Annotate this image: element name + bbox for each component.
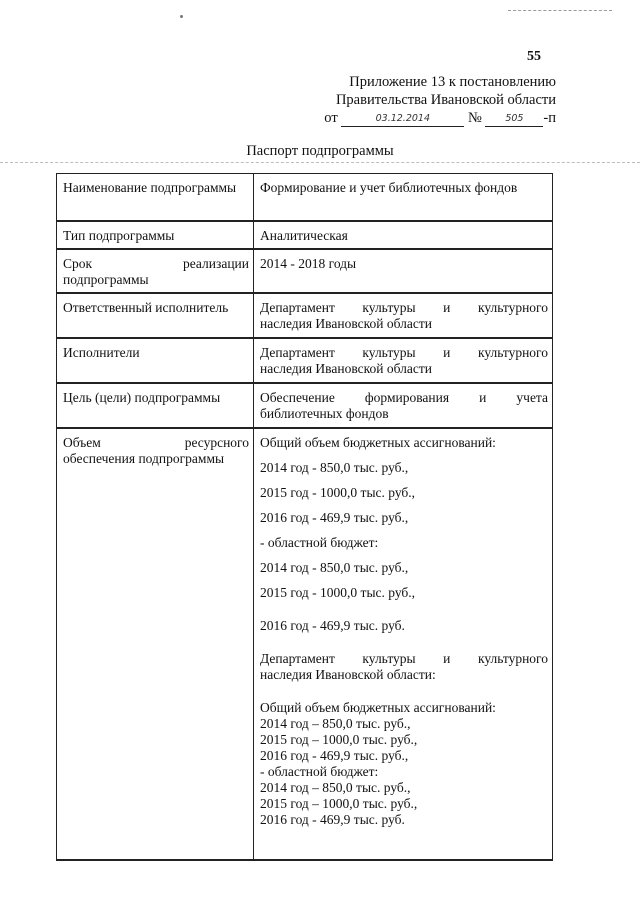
table-row [57, 293, 553, 338]
value-line: наследия Ивановской области [260, 360, 432, 376]
table-row [57, 428, 553, 860]
number-label: № [467, 110, 482, 126]
dept-line: 2014 год – 850,0 тыс. руб., [260, 779, 411, 795]
appendix-line-1: Приложение 13 к постановлению [349, 74, 556, 90]
funding-line: 2014 год - 850,0 тыс. руб., [260, 559, 409, 575]
scan-artifact-mid [0, 162, 640, 163]
table-row [57, 383, 553, 428]
subprogram-passport-table [56, 173, 553, 861]
funding-label-line: Объем ресурсного [63, 434, 249, 450]
table-row [57, 249, 553, 293]
number-suffix: -п [543, 110, 556, 126]
table-row [57, 338, 553, 383]
value-line: Департамент культуры и культурного [260, 344, 548, 360]
row-label: Тип подпрограммы [57, 221, 254, 249]
decree-number-handwritten: 505 [485, 112, 543, 127]
funding-line: 2016 год - 469,9 тыс. руб., [260, 509, 409, 525]
dept-line: 2015 год – 1000,0 тыс. руб., [260, 795, 418, 811]
department-line: Департамент культуры и культурного [260, 650, 548, 666]
row-label: Исполнители [57, 338, 254, 383]
row-value: Формирование и учет библиотечных фондов [254, 174, 553, 221]
appendix-header [256, 73, 556, 127]
value-line: Обеспечение формирования и учета [260, 389, 548, 405]
row-label: Срок реализации подпрограммы [57, 249, 254, 293]
scan-artifact-top [508, 10, 612, 11]
dept-line: 2016 год - 469,9 тыс. руб., [260, 747, 409, 763]
decree-date-handwritten: 03.12.2014 [341, 112, 464, 127]
from-label: от [324, 110, 338, 126]
row-value [254, 383, 553, 428]
dept-regional-label: - областной бюджет: [260, 763, 379, 779]
document-title: Паспорт подпрограммы [246, 143, 394, 159]
funding-label-line: обеспечения подпрограммы [63, 450, 225, 466]
row-value [254, 338, 553, 383]
row-value: Аналитическая [254, 221, 553, 249]
funding-regional-label: - областной бюджет: [260, 534, 379, 550]
dept-line: 2014 год – 850,0 тыс. руб., [260, 715, 411, 731]
dept-total-title: Общий объем бюджетных ассигнований: [260, 699, 496, 715]
funding-label [57, 428, 254, 860]
dept-line: 2015 год – 1000,0 тыс. руб., [260, 731, 418, 747]
funding-line: 2016 год - 469,9 тыс. руб. [260, 617, 405, 633]
funding-line: 2014 год - 850,0 тыс. руб., [260, 459, 409, 475]
row-value [254, 293, 553, 338]
row-label: Цель (цели) подпрограммы [57, 383, 254, 428]
dept-line: 2016 год - 469,9 тыс. руб. [260, 811, 405, 827]
department-line: наследия Ивановской области: [260, 666, 436, 682]
value-line: библиотечных фондов [260, 405, 389, 421]
funding-value [254, 428, 553, 860]
page-number: 55 [527, 49, 541, 64]
funding-line: 2015 год - 1000,0 тыс. руб., [260, 484, 416, 500]
decree-reference [256, 109, 556, 127]
funding-line: 2015 год - 1000,0 тыс. руб., [260, 584, 416, 600]
scan-speck [180, 15, 183, 18]
row-value: 2014 - 2018 годы [254, 249, 553, 293]
table-row [57, 221, 553, 249]
appendix-line-2: Правительства Ивановской области [335, 92, 556, 108]
row-label: Наименование подпрограммы [57, 174, 254, 221]
funding-total-title: Общий объем бюджетных ассигнований: [260, 434, 496, 450]
row-label: Ответственный исполнитель [57, 293, 254, 338]
value-line: наследия Ивановской области [260, 315, 432, 331]
value-line: Департамент культуры и культурного [260, 299, 548, 315]
table-row [57, 174, 553, 221]
